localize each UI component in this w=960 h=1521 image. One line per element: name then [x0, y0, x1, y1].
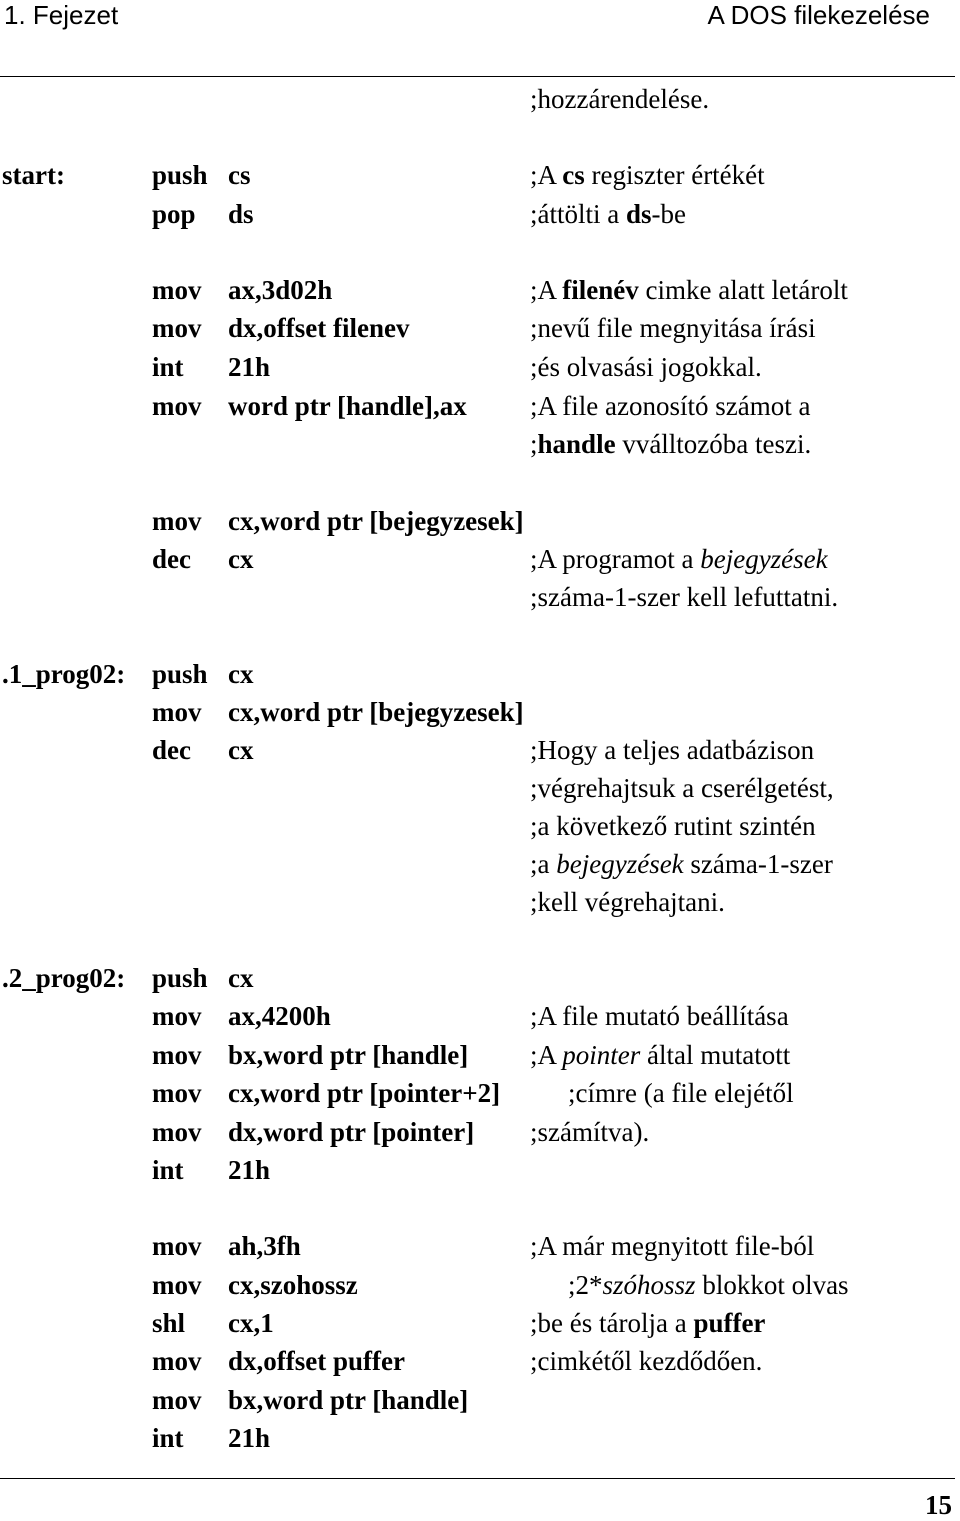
line-comment [530, 309, 816, 347]
line-comment [530, 425, 811, 463]
comment-segment: puffer [693, 1308, 766, 1338]
comment-segment: ;száma-1-szer kell lefuttatni. [530, 582, 839, 612]
code-line [0, 1151, 960, 1189]
line-comment [530, 845, 833, 883]
line-comment [530, 997, 789, 1035]
comment-segment: vválltozóba teszi. [615, 429, 812, 459]
line-comment [568, 1266, 849, 1304]
instruction-mnemonic: mov [152, 1078, 202, 1108]
comment-segment: ;áttölti a [530, 199, 626, 229]
code-line [0, 425, 960, 463]
line-comment [530, 807, 816, 845]
instruction-mnemonic: int [152, 1423, 184, 1453]
code-line [0, 1074, 960, 1112]
line-comment [530, 578, 838, 616]
instruction-operands: dx,offset puffer [228, 1346, 405, 1376]
chapter-heading: 1. Fejezet [4, 0, 119, 30]
code-line [0, 997, 960, 1035]
line-comment [530, 1036, 790, 1074]
comment-segment: ;számítva). [530, 1117, 650, 1147]
line-comment [530, 883, 725, 921]
code-line [0, 845, 960, 883]
line-comment [530, 769, 834, 807]
instruction-mnemonic: mov [152, 391, 202, 421]
instruction-operands: 21h [228, 1423, 271, 1453]
instruction-operands: 21h [228, 1155, 271, 1185]
code-line [0, 959, 960, 997]
instruction-operands: ds [228, 199, 254, 229]
comment-segment: pointer [562, 1040, 641, 1070]
instruction-mnemonic: mov [152, 1270, 202, 1300]
code-line [0, 1113, 960, 1151]
instruction-operands: cx,word ptr [bejegyzesek] [228, 697, 524, 727]
comment-segment: ;be és tárolja a [530, 1308, 694, 1338]
line-comment [530, 1227, 814, 1265]
line-comment [530, 195, 686, 233]
comment-segment: filenév [562, 275, 639, 305]
comment-segment: ;végrehajtsuk a cserélgetést, [530, 773, 834, 803]
code-line [0, 80, 960, 118]
comment-segment: ;címre (a file elejétől [568, 1078, 794, 1108]
instruction-operands: ax,4200h [228, 1001, 331, 1031]
instruction-operands: dx,offset filenev [228, 313, 410, 343]
comment-segment: száma-1-szer [683, 849, 833, 879]
comment-segment: ;A [530, 160, 563, 190]
comment-segment: ;és olvasási jogokkal. [530, 352, 762, 382]
line-comment [530, 156, 765, 194]
code-line [0, 1381, 960, 1419]
instruction-mnemonic: push [152, 963, 208, 993]
code-line [0, 578, 960, 616]
instruction-operands: cx,szohossz [228, 1270, 358, 1300]
instruction-mnemonic: dec [152, 544, 191, 574]
code-line [0, 655, 960, 693]
code-line [0, 1266, 960, 1304]
instruction-mnemonic: mov [152, 1001, 202, 1031]
line-comment [530, 540, 828, 578]
comment-segment: ;kell végrehajtani. [530, 887, 725, 917]
instruction-mnemonic: int [152, 352, 184, 382]
instruction-mnemonic: mov [152, 506, 202, 536]
instruction-mnemonic: pop [152, 199, 196, 229]
instruction-operands: bx,word ptr [handle] [228, 1040, 469, 1070]
code-line [0, 540, 960, 578]
header-rule [0, 76, 955, 77]
instruction-mnemonic: dec [152, 735, 191, 765]
instruction-operands: cs [228, 160, 251, 190]
instruction-operands: bx,word ptr [handle] [228, 1385, 469, 1415]
instruction-operands: cx [228, 735, 254, 765]
comment-segment: ;2* [568, 1270, 603, 1300]
line-comment [530, 1342, 762, 1380]
code-line [0, 271, 960, 309]
code-line [0, 348, 960, 386]
comment-segment: ;A már megnyitott file-ból [530, 1231, 815, 1261]
comment-segment: bejegyzések [700, 544, 828, 574]
instruction-operands: ah,3fh [228, 1231, 301, 1261]
code-line [0, 309, 960, 347]
instruction-mnemonic: mov [152, 1117, 202, 1147]
instruction-mnemonic: int [152, 1155, 184, 1185]
comment-segment: ;A [530, 1040, 563, 1070]
comment-segment: ;Hogy a teljes adatbázison [530, 735, 815, 765]
comment-segment: ;A programot a [530, 544, 701, 574]
instruction-operands: dx,word ptr [pointer] [228, 1117, 475, 1147]
comment-segment: ;a [530, 849, 557, 879]
code-line [0, 1036, 960, 1074]
instruction-operands: 21h [228, 352, 271, 382]
instruction-operands: word ptr [handle],ax [228, 391, 467, 421]
code-line [0, 731, 960, 769]
comment-segment: regiszter értékét [584, 160, 765, 190]
instruction-mnemonic: mov [152, 697, 202, 727]
instruction-operands: cx,word ptr [bejegyzesek] [228, 506, 524, 536]
comment-segment: bejegyzések [556, 849, 684, 879]
code-line [0, 1227, 960, 1265]
instruction-mnemonic: shl [152, 1308, 186, 1338]
comment-segment: ds [625, 199, 652, 229]
code-line [0, 769, 960, 807]
instruction-operands: cx [228, 659, 254, 689]
comment-segment: ;A file mutató beállítása [530, 1001, 789, 1031]
code-label: .2_prog02: [2, 963, 126, 993]
line-comment [530, 731, 814, 769]
code-label: start: [2, 160, 65, 190]
comment-segment: ;A file azonosító számot a [530, 391, 811, 421]
comment-segment: ;a következő rutint szintén [530, 811, 816, 841]
instruction-mnemonic: mov [152, 1346, 202, 1376]
comment-segment: handle [537, 429, 616, 459]
comment-segment: ;cimkétől kezdődően. [530, 1346, 763, 1376]
footer-rule [0, 1478, 955, 1479]
instruction-operands: cx,1 [228, 1308, 274, 1338]
code-line [0, 1419, 960, 1457]
line-comment [530, 1304, 765, 1342]
instruction-operands: cx [228, 544, 254, 574]
line-comment [530, 348, 762, 386]
instruction-mnemonic: mov [152, 313, 202, 343]
code-line [0, 693, 960, 731]
instruction-operands: cx,word ptr [pointer+2] [228, 1078, 501, 1108]
line-comment [530, 80, 709, 118]
line-comment [530, 1113, 649, 1151]
instruction-mnemonic: mov [152, 1231, 202, 1261]
code-line [0, 502, 960, 540]
comment-segment: cs [562, 160, 585, 190]
comment-segment: ;nevű file megnyitása írási [530, 313, 816, 343]
line-comment [568, 1074, 794, 1112]
comment-segment: által mutatott [640, 1040, 791, 1070]
code-line [0, 1304, 960, 1342]
code-line [0, 1342, 960, 1380]
comment-segment: -be [651, 199, 686, 229]
instruction-mnemonic: push [152, 659, 208, 689]
line-comment [530, 387, 810, 425]
instruction-mnemonic: push [152, 160, 208, 190]
code-line [0, 195, 960, 233]
comment-segment: ; [530, 429, 538, 459]
instruction-mnemonic: mov [152, 1385, 202, 1415]
code-line [0, 807, 960, 845]
comment-segment: cimke alatt letárolt [638, 275, 848, 305]
code-line [0, 156, 960, 194]
instruction-operands: cx [228, 963, 254, 993]
code-line [0, 387, 960, 425]
code-line [0, 883, 960, 921]
instruction-mnemonic: mov [152, 275, 202, 305]
instruction-mnemonic: mov [152, 1040, 202, 1070]
line-comment [530, 271, 848, 309]
page-number: 15 [925, 1490, 952, 1520]
comment-segment: szóhossz [602, 1270, 696, 1300]
comment-segment: ;hozzárendelése. [530, 84, 710, 114]
code-label: .1_prog02: [2, 659, 126, 689]
instruction-operands: ax,3d02h [228, 275, 333, 305]
comment-segment: ;A [530, 275, 563, 305]
comment-segment: blokkot olvas [695, 1270, 849, 1300]
section-title: A DOS filekezelése [707, 0, 930, 30]
